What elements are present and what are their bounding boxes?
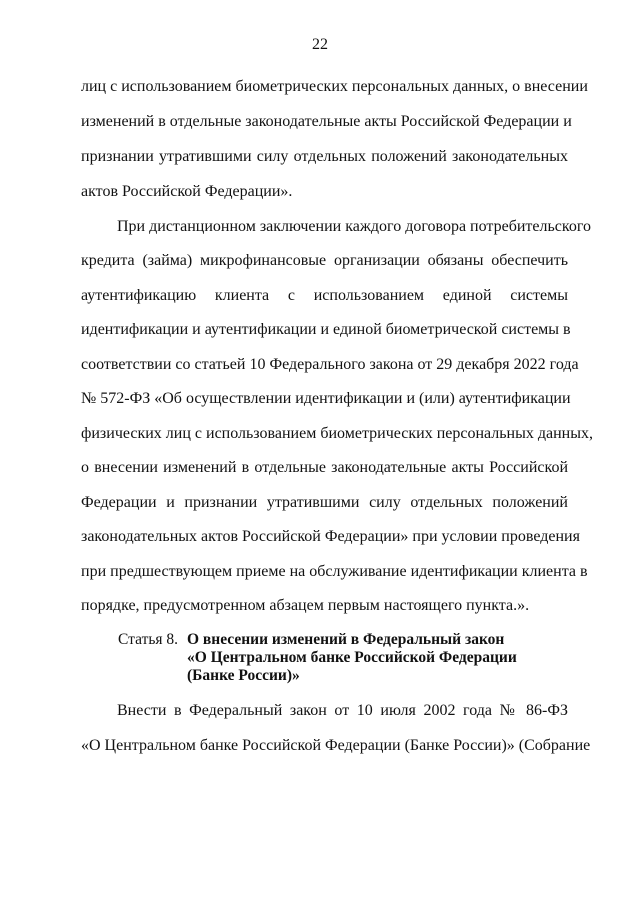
text-line-18: «О Центральном банке Российской Федерации (Банке России)» (Собрание bbox=[81, 737, 591, 754]
text-line-2: изменений в отдельные законодательные акты Российской Федерации и bbox=[81, 113, 572, 130]
text-line-8: идентификации и аутентификации и единой биометрической системы в bbox=[81, 321, 571, 338]
text-line-1: лиц с использованием биометрических персональных данных, о внесении bbox=[81, 78, 588, 95]
text-line-12: о внесении изменений в отдельные законодательные акты Российской bbox=[81, 459, 568, 476]
text-line-10: № 572-ФЗ «Об осуществлении идентификации и (или) аутентификации bbox=[81, 390, 571, 407]
text-line-3: признании утратившими силу отдельных положений законодательных bbox=[81, 148, 568, 165]
article-title-line-1: О внесении изменений в Федеральный закон bbox=[187, 631, 505, 648]
text-line-4: актов Российской Федерации». bbox=[81, 183, 293, 200]
page-number: 22 bbox=[312, 36, 328, 53]
text-line-13: Федерации и признании утратившими силу отдельных положений bbox=[81, 494, 568, 511]
article-label: Статья 8. bbox=[118, 631, 179, 648]
text-line-17: Внести в Федеральный закон от 10 июля 2002 года № 86-ФЗ bbox=[117, 702, 568, 719]
article-title-line-2: «О Центральном банке Российской Федерации bbox=[187, 649, 517, 666]
article-title-line-3: (Банке России)» bbox=[187, 667, 300, 684]
text-line-6: кредита (займа) микрофинансовые организации обязаны обеспечить bbox=[81, 252, 568, 269]
text-line-7: аутентификацию клиента с использованием единой системы bbox=[81, 287, 568, 304]
text-line-11: физических лиц с использованием биометрических персональных данных, bbox=[81, 425, 593, 442]
text-line-14: законодательных актов Российской Федерации» при условии проведения bbox=[81, 528, 580, 545]
text-line-9: соответствии со статьей 10 Федерального закона от 29 декабря 2022 года bbox=[81, 356, 579, 373]
text-line-16: порядке, предусмотренном абзацем первым настоящего пункта.». bbox=[81, 597, 530, 614]
text-line-5: При дистанционном заключении каждого договора потребительского bbox=[117, 218, 591, 235]
text-line-15: при предшествующем приеме на обслуживание идентификации клиента в bbox=[81, 563, 588, 580]
